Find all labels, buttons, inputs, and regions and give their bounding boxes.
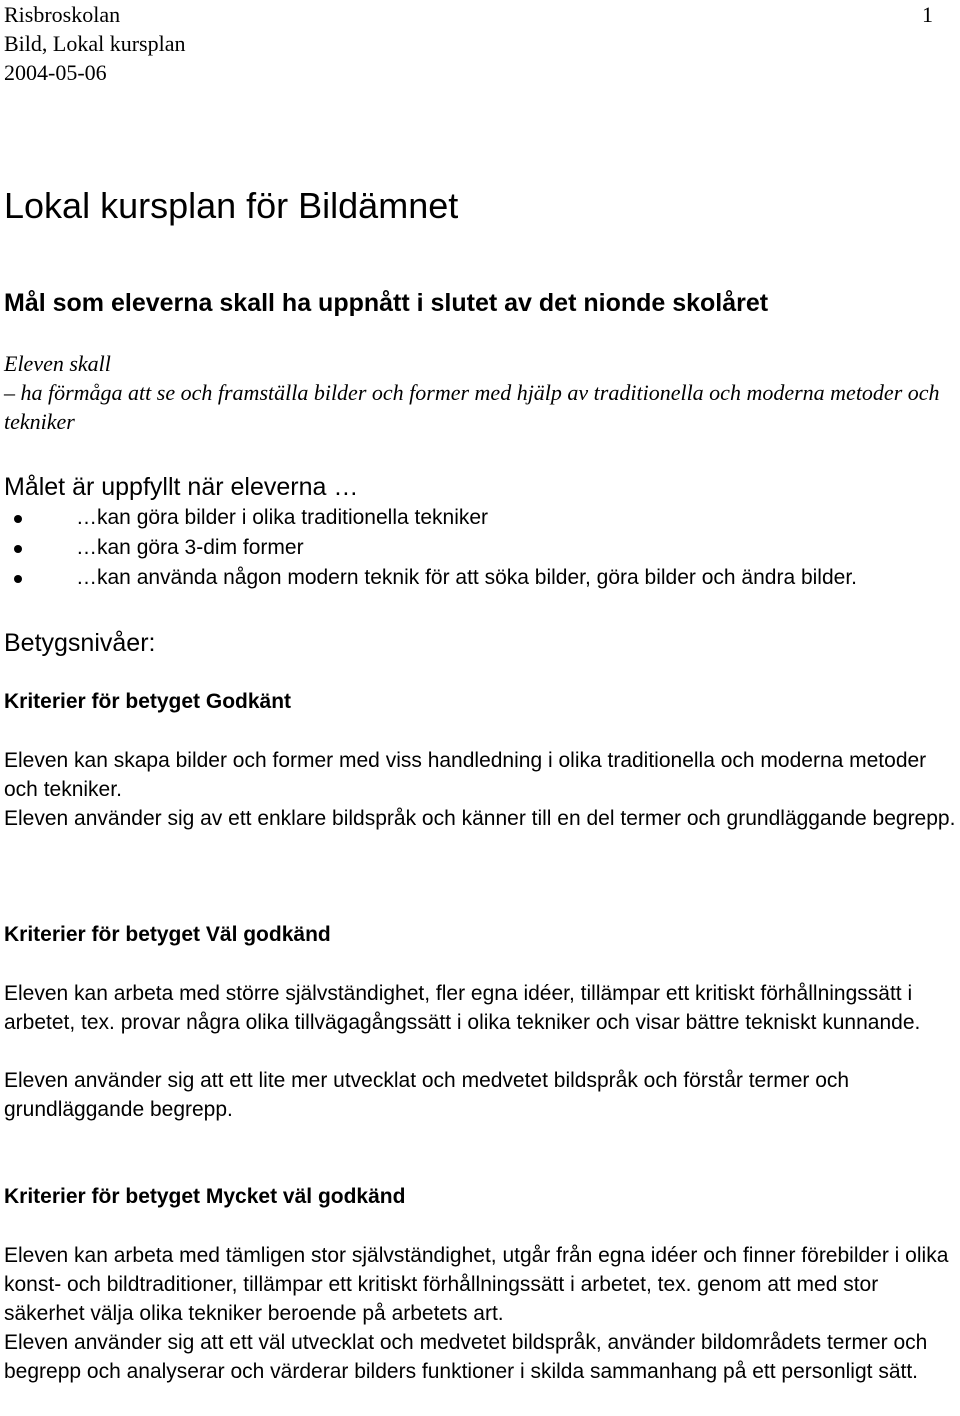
- list-item: [0, 563, 857, 593]
- bullet-icon: [14, 515, 22, 523]
- goal-text: – ha förmåga att se och framställa bilder och former med hjälp av traditionella och moderna metoder och tekniker: [4, 380, 940, 434]
- page-header: [4, 0, 185, 87]
- grade-paragraph: Eleven kan skapa bilder och former med viss handledning i olika traditionella och moderna metoder och tekniker.: [4, 749, 927, 801]
- goal-intro: Eleven skall: [4, 351, 111, 376]
- grade-levels-heading: Betygsnivåer:: [4, 629, 156, 657]
- document-title: Lokal kursplan för Bildämnet: [4, 185, 459, 226]
- header-date: 2004-05-06: [4, 60, 107, 85]
- grade-heading-val-godkand: Kriterier för betyget Väl godkänd: [4, 923, 331, 946]
- goal-criteria-list: [0, 503, 857, 593]
- list-item: [0, 503, 857, 533]
- page-number: 1: [922, 2, 933, 27]
- header-school: Risbroskolan: [4, 2, 121, 27]
- goal-heading: Mål som eleverna skall ha uppnått i slutet av det nionde skolåret: [4, 289, 769, 317]
- bullet-icon: [14, 575, 22, 583]
- list-item-text: …kan använda någon modern teknik för att söka bilder, göra bilder och ändra bilder.: [76, 566, 857, 589]
- grade-heading-mycket-val-godkand: Kriterier för betyget Mycket väl godkänd: [4, 1185, 406, 1208]
- goal-block: [4, 349, 954, 436]
- grade-paragraph: Eleven använder sig att ett väl utvecklat och medvetet bildspråk, använder bildområdets termer och begrepp och analyserar och värderar bilders funktioner i skilda sammanhang på ett personligt sätt.: [4, 1331, 928, 1383]
- list-item-text: …kan göra bilder i olika traditionella tekniker: [76, 506, 489, 529]
- grade-paragraph: Eleven använder sig att ett lite mer utvecklat och medvetet bildspråk och förstår termer och grundläggande begrepp.: [4, 1069, 850, 1121]
- list-item: [0, 533, 857, 563]
- list-item-text: …kan göra 3-dim former: [76, 536, 304, 559]
- grade-heading-godkant: Kriterier för betyget Godkänt: [4, 690, 292, 713]
- header-subject: Bild, Lokal kursplan: [4, 31, 186, 56]
- grade-paragraph: Eleven kan arbeta med större självständighet, fler egna idéer, tillämpar ett kritiskt förhållningssätt i arbetet, tex. provar några olika tillvägagångssätt i olika tekniker och visar bättre tekniskt kunnande.: [4, 982, 921, 1034]
- bullet-icon: [14, 545, 22, 553]
- grade-paragraph: Eleven kan arbeta med tämligen stor självständighet, utgår från egna idéer och finner förebilder i olika konst- och bildtraditioner, tillämpar ett kritiskt förhållningssätt i arbetet, tex. genom att med stor säkerhet välja olika tekniker beroende på arbetets art.: [4, 1244, 949, 1325]
- fulfilled-heading: Målet är uppfyllt när eleverna …: [4, 473, 359, 501]
- grade-paragraph: Eleven använder sig av ett enklare bildspråk och känner till en del termer och grundläggande begrepp.: [4, 807, 956, 830]
